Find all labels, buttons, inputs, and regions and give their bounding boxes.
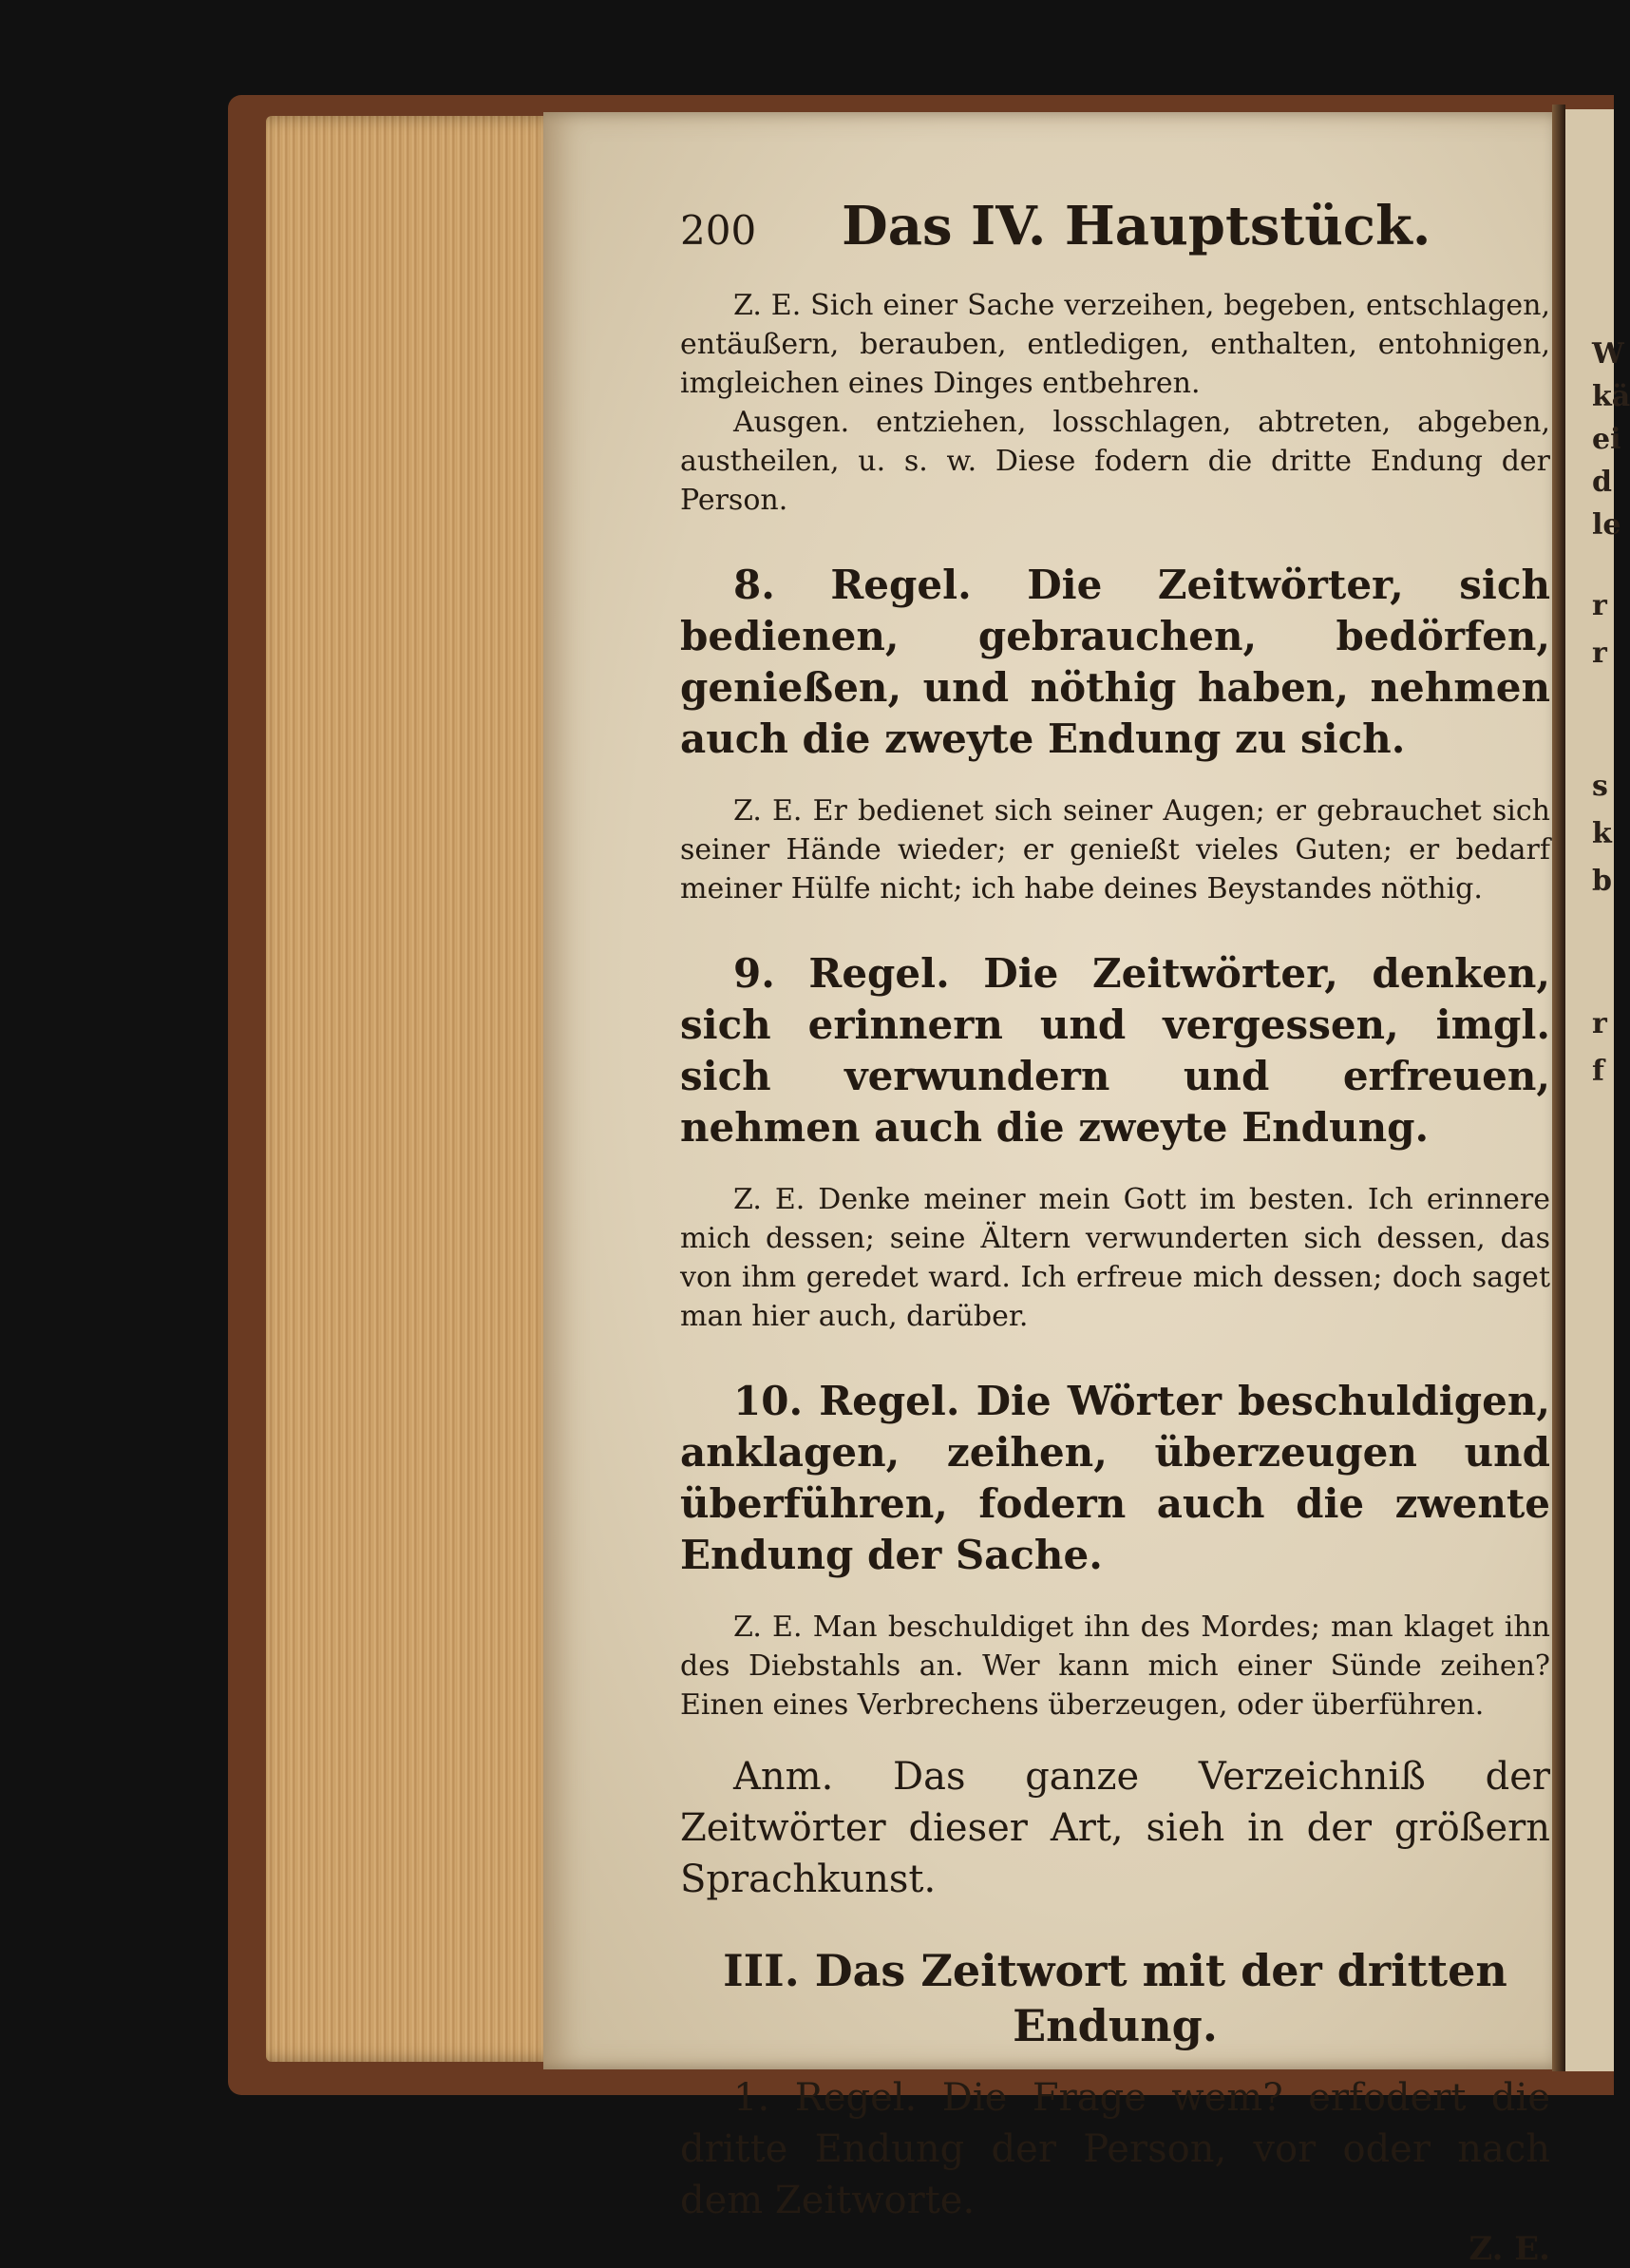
book-gutter [1552,105,1565,2071]
facing-fragment: s [1592,770,1608,803]
facing-fragment: W [1592,337,1624,371]
rule-9: 9. Regel. Die Zeitwörter, denken, sich erinnern und vergessen, imgl. sich verwundern und erfreuen, nehmen auch die zweyte Endung. [680,950,1550,1151]
facing-fragment: r [1592,637,1607,670]
rule-8: 8. Regel. Die Zeitwörter, sich bedienen, gebrauchen, bedörfen, genießen, und nöthig haben, nehmen auch die zweyte Endung zu sich. [680,562,1550,762]
facing-fragment: r [1592,1007,1607,1040]
facing-fragment: k [1592,817,1612,850]
facing-fragment: kä [1592,380,1630,413]
page-header [680,195,1550,271]
section-heading: III. Das Zeitwort mit der dritten Endung. [723,1945,1507,2051]
rule-1: 1. Regel. Die Frage wem? erfodert die dritte Endung der Person, vor oder nach dem Zeitworte. [680,2076,1550,2222]
facing-fragment: f [1592,1055,1604,1088]
facing-fragment: d [1592,466,1612,499]
page-number: 200 [680,207,757,254]
example-paragraph: Z. E. Man beschuldiget ihn des Mordes; man klaget ihn des Diebstahls an. Wer kann mich einer Sünde zeihen? Einen eines Verbrechens überzeugen, oder überführen. [680,1610,1550,1722]
facing-fragment: r [1592,589,1607,622]
example-paragraph: Z. E. Er bedienet sich seiner Augen; er gebrauchet sich seiner Hände wieder; er genießt vieles Guten; er bedarf meiner Hülfe nicht; ich habe deines Beystandes nöthig. [680,794,1550,905]
page-text [680,195,1550,2268]
example-paragraph: Z. E. Denke meiner mein Gott im besten. Ich erinnere mich dessen; seine Ältern verwunderten sich dessen, das von ihm geredet ward. Ich erfreue mich dessen; doch saget man hier auch, darüber. [680,1183,1550,1333]
facing-fragment: b [1592,865,1612,898]
page-stack-edge [266,116,560,2062]
running-head: Das IV. Hauptstück. [842,195,1431,257]
rule-10: 10. Regel. Die Wörter beschuldigen, anklagen, zeihen, überzeugen und überführen, fodern auch die zwente Endung der Sache. [680,1378,1550,1578]
facing-fragment: ei [1592,423,1621,456]
annotation-paragraph: Anm. Das ganze Verzeichniß der Zeitwörter dieser Art, sieh in der größern Sprachkunst. [680,1755,1550,1901]
facing-fragment: le [1592,508,1621,542]
exception-paragraph: Ausgen. entziehen, losschlagen, abtreten, abgeben, austheilen, u. s. w. Diese fodern die dritte Endung der Person. [680,406,1550,517]
example-paragraph: Z. E. Sich einer Sache verzeihen, begeben, entschlagen, entäußern, berauben, entledigen, enthalten, entohnigen, imgleichen eines Dinges entbehren. [680,289,1550,400]
catchword: Z. E. [1469,2230,1550,2268]
